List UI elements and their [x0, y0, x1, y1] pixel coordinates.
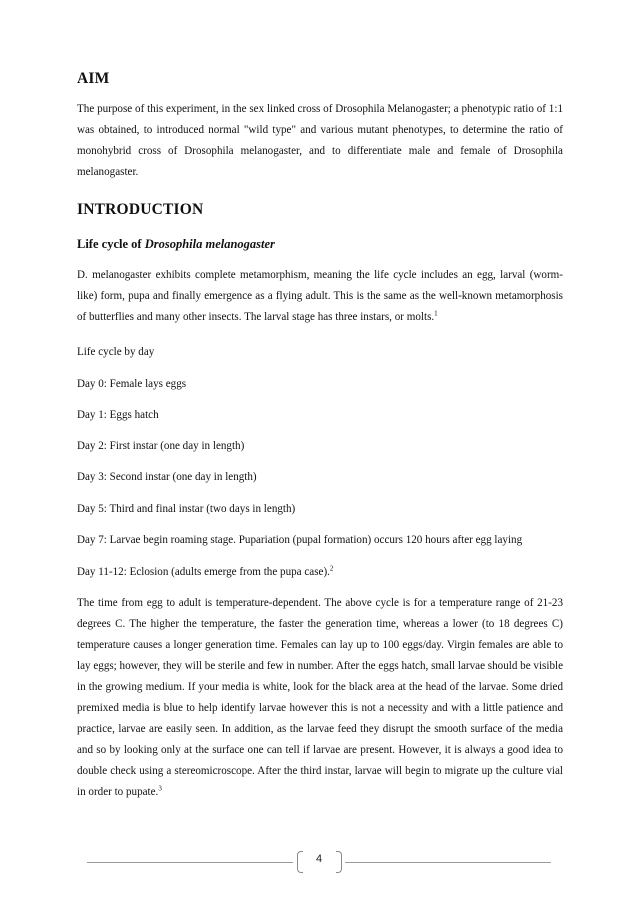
day-item: Day 7: Larvae begin roaming stage. Pupariation (pupal formation) occurs 120 hours after egg laying: [77, 534, 523, 546]
temperature-paragraph: The time from egg to adult is temperature-dependent. The above cycle is for a temperature range of 21-23 degrees C. The higher the temperature, the faster the generation time, whereas a lower (to 18 degrees C) temperature causes a longer generation time. Females can lay up to 100 eggs/day. Virgin females are able to lay eggs; however, they will be sterile and few in number. After the eggs hatch, small larvae should be visible in the growing medium. If your media is white, look for the black area at the head of the larvae. Some dried premixed media is blue to help identify larvae however this is not a necessity and with a little patience and practice, larvae are easily seen. In addition, as the larvae feed they disrupt the smooth surface of the media and so by looking only at the surface one can tell if larvae are present. However, it is always a good idea to double check using a stereomicroscope. After the third instar, larvae will begin to migrate up the culture vial in order to pupate.$^3$: [77, 597, 563, 798]
day-item: Day 1: Eggs hatch: [77, 409, 159, 421]
life-cycle-subheading: Life cycle of Drosophila melanogaster: [77, 237, 275, 251]
page-number-bracket-left: [297, 851, 303, 873]
day-item: Day 11-12: Eclosion (adults emerge from the pupa case).$^2$: [77, 564, 334, 578]
footnote-ref: 1: [434, 309, 438, 318]
life-cycle-by-day-label: Life cycle by day: [77, 346, 155, 358]
aim-heading: AIM: [77, 70, 110, 87]
introduction-heading: INTRODUCTION: [77, 201, 204, 218]
day-item: Day 5: Third and final instar (two days in length): [77, 503, 296, 515]
page-number-bracket-right: [336, 851, 342, 873]
aim-paragraph: The purpose of this experiment, in the sex linked cross of Drosophila Melanogaster; a phenotypic ratio of 1:1 was obtained, to introduced normal "wild type" and various mutant phenotypes, to determine the ratio of monohybrid cross of Drosophila melanogaster, and to differentiate male and female of Drosophila melanogaster.: [77, 103, 563, 178]
footer-rule-right: [345, 862, 551, 863]
day-item: Day 0: Female lays eggs: [77, 378, 187, 390]
life-cycle-paragraph: D. melanogaster exhibits complete metamorphism, meaning the life cycle includes an egg, larval (worm-like) form, pupa and finally emergence as a flying adult. This is the same as the well-known metamorphosis of butterflies and many other insects. The larval stage has three instars, or molts.$^1$: [77, 269, 563, 323]
footnote-ref: 3: [158, 784, 162, 793]
day-item: Day 3: Second instar (one day in length): [77, 471, 257, 483]
page-number: 4: [315, 853, 323, 865]
footnote-ref: 2: [329, 564, 334, 573]
footer-rule-left: [87, 862, 293, 863]
day-item: Day 2: First instar (one day in length): [77, 440, 245, 452]
